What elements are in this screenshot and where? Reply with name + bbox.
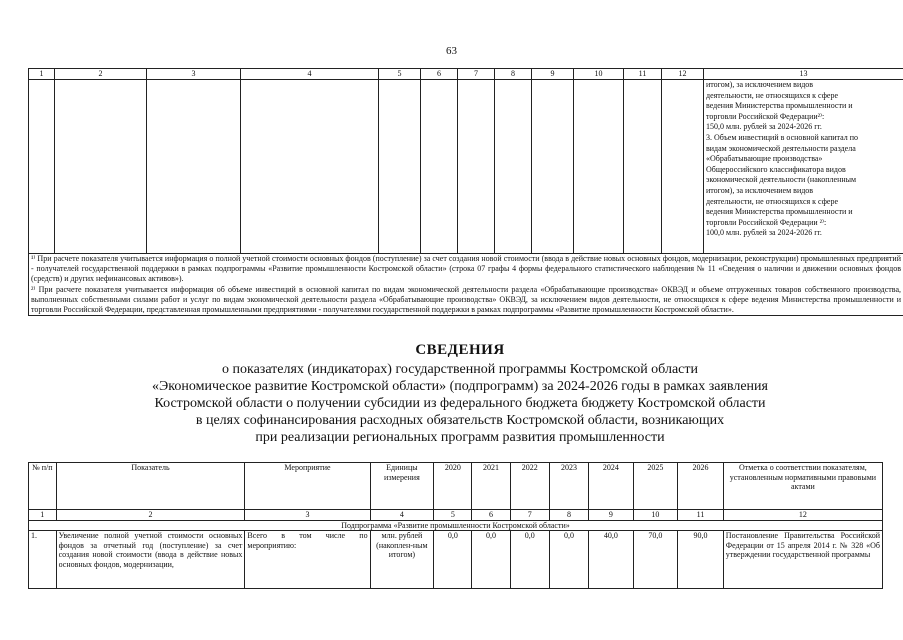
- text-line: Общероссийского классификатора видов: [706, 164, 846, 174]
- value-2024: 40,0: [589, 531, 634, 589]
- col-num: 12: [662, 69, 704, 80]
- col-num: 12: [723, 510, 882, 521]
- text-line: «Обрабатывающие производства»: [706, 154, 823, 164]
- footnote-1: ¹⁾ При расчете показателя учитывается информация о полной учетной стоимости основных фондов (поступление) за счет создания новой стоимости (ввода в действие новых основных фондов, модернизации, реконструкции) промышленных предприятий - получателей государственной поддержки в рамках подпрограммы «Развитие промышленности Костромской области» (строка 07 графы 4 формы федерального статистического наблюдения № 11 «Сведения о наличии и движении основных фондов (средств) и других нефинансовых активов»).: [31, 254, 901, 284]
- header-cell: 2022: [510, 463, 549, 510]
- col-num: 3: [147, 69, 241, 80]
- header-cell: № п/п: [29, 463, 57, 510]
- subprogram-row: [29, 520, 883, 531]
- col-num: 11: [624, 69, 662, 80]
- header-row: [29, 463, 883, 510]
- col-num: 4: [241, 69, 379, 80]
- document-heading: СВЕДЕНИЯ: [415, 342, 505, 358]
- col-num: 4: [370, 510, 434, 521]
- header-cell: 2025: [633, 463, 678, 510]
- col-num: 5: [379, 69, 421, 80]
- header-cell: Отметка о соответствии показателям, установленным нормативными правовыми актами: [723, 463, 882, 510]
- col-num: 1: [29, 69, 55, 80]
- text-line: торговли Российской Федерации²⁾:: [706, 111, 825, 121]
- text-line: итогом), за исключением видов: [706, 80, 814, 89]
- title-line: при реализации региональных программ развития промышленности: [255, 430, 665, 445]
- col-num: 10: [633, 510, 678, 521]
- header-cell: 2026: [678, 463, 724, 510]
- subprogram-title: Подпрограмма «Развитие промышленности Костромской области»: [29, 520, 883, 531]
- cell: [458, 80, 495, 254]
- col-num: 6: [421, 69, 458, 80]
- cell: [29, 80, 55, 254]
- page-number: 63: [446, 45, 457, 57]
- unit-cell: млн. рублей (накоплен-ным итогом): [370, 531, 434, 589]
- continuation-table: [28, 68, 903, 316]
- cell: [624, 80, 662, 254]
- header-cell: 2024: [589, 463, 634, 510]
- text-line: экономической деятельности (накопленным: [706, 175, 857, 185]
- value-2023: 0,0: [549, 531, 588, 589]
- text-line: итогом), за исключением видов: [706, 185, 814, 195]
- col-num: 8: [549, 510, 588, 521]
- text-line: деятельности, не относящихся к сфере: [706, 196, 838, 206]
- col-num: 9: [589, 510, 634, 521]
- col-num: 7: [510, 510, 549, 521]
- indicators-table: [28, 462, 883, 589]
- col-num: 11: [678, 510, 724, 521]
- value-2026: 90,0: [678, 531, 724, 589]
- text-line: 3. Объем инвестиций в основной капитал по: [706, 132, 859, 142]
- col-num: 13: [704, 69, 903, 80]
- footnotes-cell: [29, 254, 903, 316]
- text-line: деятельности, не относящихся к сфере: [706, 90, 838, 100]
- col-num: 2: [55, 69, 147, 80]
- col-num: 3: [245, 510, 370, 521]
- footnotes-row: [29, 254, 903, 316]
- value-2020: 0,0: [434, 531, 472, 589]
- text-line: ведения Министерства промышленности и: [706, 207, 853, 217]
- col-num: 5: [434, 510, 472, 521]
- cell: [495, 80, 532, 254]
- title-line: о показателях (индикаторах) государственной программы Костромской области: [222, 362, 698, 377]
- text-line: 100,0 млн. рублей за 2024-2026 гг.: [706, 228, 822, 238]
- target-values-cell: [704, 80, 903, 254]
- cell: [55, 80, 147, 254]
- row-number: 1.: [29, 531, 57, 589]
- header-cell: Единицы измерения: [370, 463, 434, 510]
- cell: [662, 80, 704, 254]
- measure-cell: Всего в том числе по мероприятию:: [245, 531, 370, 589]
- col-num: 2: [56, 510, 245, 521]
- col-num: 1: [29, 510, 57, 521]
- header-cell: Показатель: [56, 463, 245, 510]
- col-num: 10: [574, 69, 624, 80]
- text-line: ведения Министерства промышленности и: [706, 101, 853, 111]
- text-line: 150,0 млн. рублей за 2024-2026 гг.: [706, 122, 822, 132]
- column-number-row: [29, 69, 903, 80]
- legal-reference-cell: Постановление Правительства Российской Федерации от 15 апреля 2014 г. № 328 «Об утверждении государственной программы: [723, 531, 882, 589]
- cell: [379, 80, 421, 254]
- header-cell: 2021: [472, 463, 510, 510]
- text-line: видам экономической деятельности раздела: [706, 143, 856, 153]
- col-num: 7: [458, 69, 495, 80]
- cell: [241, 80, 379, 254]
- table-row: [29, 531, 883, 589]
- column-number-row: [29, 510, 883, 521]
- cell: [421, 80, 458, 254]
- cell: [574, 80, 624, 254]
- header-cell: 2020: [434, 463, 472, 510]
- value-2021: 0,0: [472, 531, 510, 589]
- header-cell: 2023: [549, 463, 588, 510]
- value-2022: 0,0: [510, 531, 549, 589]
- col-num: 6: [472, 510, 510, 521]
- col-num: 8: [495, 69, 532, 80]
- title-line: «Экономическое развитие Костромской области» (подпрограмм) за 2024-2026 годы в рамках заявления: [152, 379, 768, 394]
- title-line: в целях софинансирования расходных обязательств Костромской области, возникающих: [195, 413, 725, 428]
- cell: [147, 80, 241, 254]
- header-cell: Мероприятие: [245, 463, 370, 510]
- col-num: 9: [532, 69, 574, 80]
- cell: [532, 80, 574, 254]
- title-line: Костромской области о получении субсидии из федерального бюджета бюджету Костромской области: [154, 396, 766, 411]
- text-line: торговли Российской Федерации ²⁾:: [706, 217, 827, 227]
- value-2025: 70,0: [633, 531, 678, 589]
- footnote-2: ²⁾ При расчете показателя учитывается информация об объеме инвестиций в основной капитал по видам экономической деятельности раздела «Обрабатывающие производства» ОКВЭД и объеме отгруженных товаров собственного производства, выполненных собственными силами работ и услуг по видам экономической деятельности раздела «Обрабатывающие производства» ОКВЭД, за исключением видов деятельности, не относящихся к сфере ведения Министерства промышленности и торговли Российской Федерации, представленная промышленными предприятиями - получателями государственной поддержки в рамках подпрограммы «Развитие промышленности Костромской области».: [31, 284, 901, 315]
- indicator-cell: Увеличение полной учетной стоимости основных фондов за отчетный год (поступление) за счет создания новой стоимости (ввода в действие новых основных фондов, модернизации,: [56, 531, 245, 589]
- table-row: [29, 80, 903, 254]
